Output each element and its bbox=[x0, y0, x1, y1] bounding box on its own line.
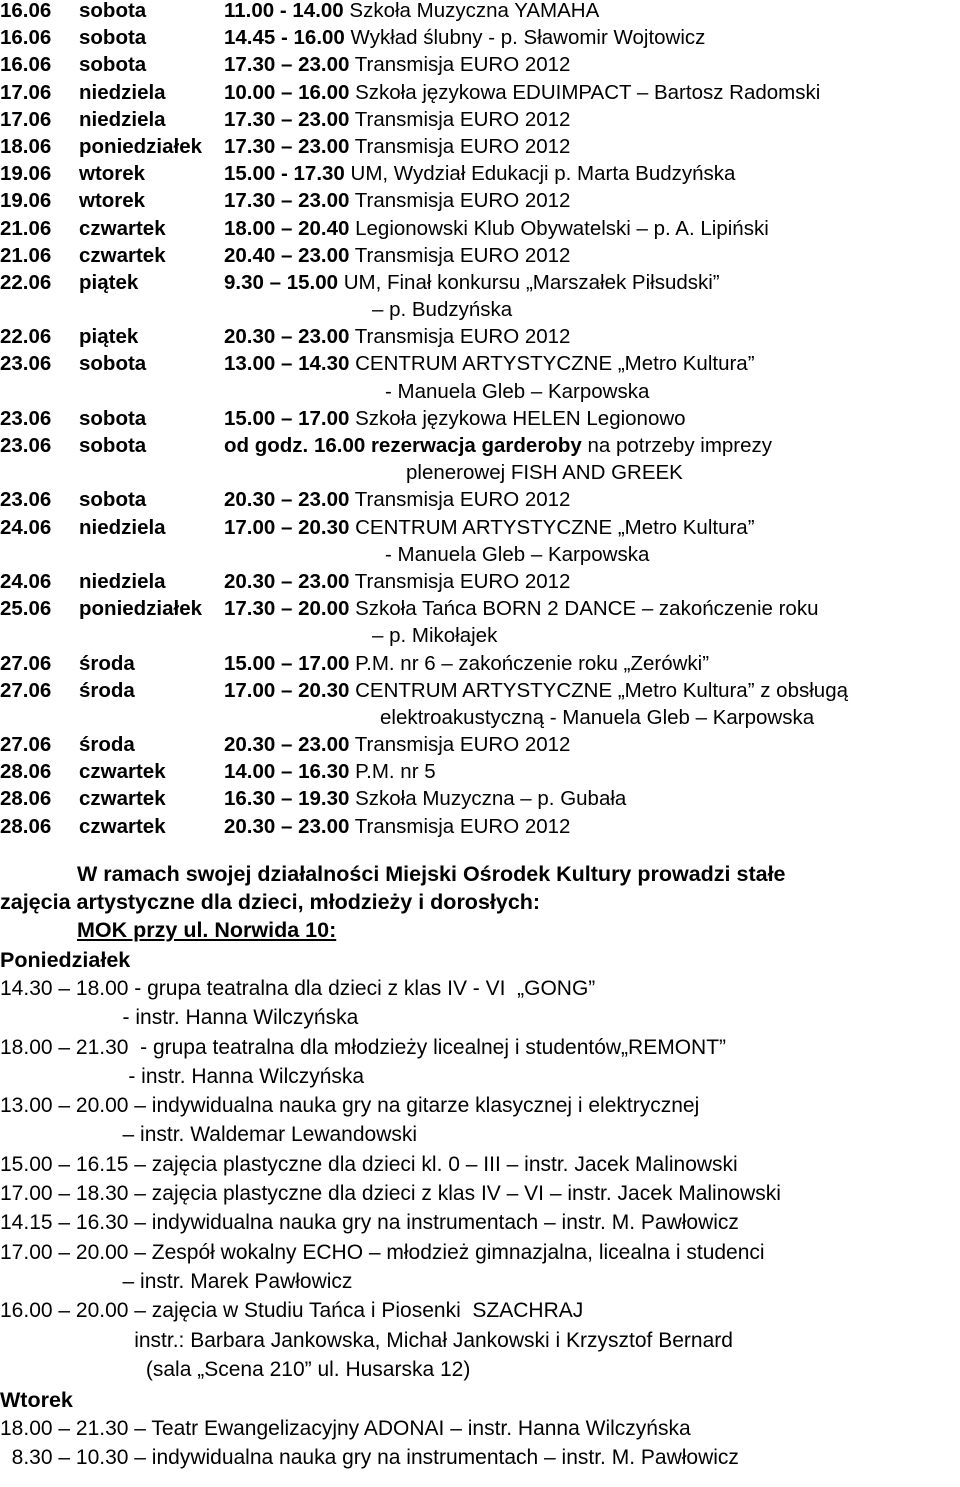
event-date: 21.06 bbox=[0, 216, 52, 240]
schedule-row bbox=[0, 160, 960, 187]
intro-paragraph bbox=[0, 860, 960, 944]
activity-line: 8.30 – 10.30 – indywidualna nauka gry na instrumentach – instr. M. Pawłowicz bbox=[0, 1446, 739, 1470]
schedule-row bbox=[0, 187, 960, 214]
event-date: 28.06 bbox=[0, 787, 52, 811]
activity-line: 18.00 – 21.30 – Teatr Ewangelizacyjny ADONAI – instr. Hanna Wilczyńska bbox=[0, 1417, 691, 1441]
event-weekday: środa bbox=[79, 651, 135, 675]
event-time: 17.00 – 20.30 bbox=[224, 515, 350, 539]
schedule-row-continuation bbox=[0, 296, 960, 323]
schedule-row bbox=[0, 215, 960, 242]
event-time-and-title bbox=[224, 160, 735, 187]
event-weekday: czwartek bbox=[79, 216, 166, 240]
event-date: 16.06 bbox=[0, 0, 52, 22]
event-time: 20.30 – 23.00 bbox=[224, 814, 350, 838]
event-date: 23.06 bbox=[0, 434, 52, 457]
schedule-row bbox=[0, 24, 960, 51]
event-weekday: niedziela bbox=[79, 80, 166, 104]
event-time-and-title bbox=[224, 785, 626, 812]
event-date: 27.06 bbox=[0, 733, 52, 757]
schedule-row bbox=[0, 51, 960, 78]
schedule-row bbox=[0, 595, 960, 622]
event-date: 23.06 bbox=[0, 488, 52, 512]
continuation-text: elektroakustyczną - Manuela Gleb – Karpowska bbox=[380, 705, 815, 729]
activity-line: (sala „Scena 210” ul. Husarska 12) bbox=[0, 1357, 471, 1381]
monday-activities bbox=[0, 974, 960, 1384]
event-date: 18.06 bbox=[0, 134, 52, 158]
event-title: Transmisja EURO 2012 bbox=[354, 733, 571, 757]
schedule-row-continuation bbox=[0, 704, 960, 731]
activity-line: - instr. Hanna Wilczyńska bbox=[0, 1064, 365, 1088]
event-time: 17.30 – 23.00 bbox=[224, 189, 350, 213]
event-time: 17.30 – 20.00 bbox=[224, 597, 350, 621]
event-time: 17.30 – 23.00 bbox=[224, 107, 350, 131]
event-time-and-title bbox=[224, 187, 570, 214]
continuation-text: – p. Mikołajek bbox=[372, 624, 498, 648]
intro-line-1: W ramach swojej działalności Miejski Ośrodek Kultury prowadzi stałe bbox=[77, 862, 786, 886]
event-time: 20.30 – 23.00 bbox=[224, 733, 350, 757]
schedule-row bbox=[0, 731, 960, 758]
activity-line: 17.00 – 18.30 – zajęcia plastyczne dla dzieci z klas IV – VI – instr. Jacek Malinowski bbox=[0, 1182, 781, 1206]
event-weekday: sobota bbox=[79, 352, 147, 376]
event-time-and-title bbox=[224, 350, 755, 377]
event-time-and-title bbox=[224, 514, 755, 541]
event-time: 14.00 – 16.30 bbox=[224, 760, 350, 784]
location-heading: MOK przy ul. Norwida 10: bbox=[77, 918, 337, 942]
event-time-and-title bbox=[224, 215, 769, 242]
event-time: 16.30 – 19.30 bbox=[224, 787, 350, 811]
event-date: 16.06 bbox=[0, 26, 52, 50]
event-time: od godz. 16.00 bbox=[224, 434, 366, 457]
event-time-and-title bbox=[224, 486, 570, 513]
event-time-and-title bbox=[224, 595, 818, 622]
event-title: Legionowski Klub Obywatelski – p. A. Lipiński bbox=[355, 216, 769, 240]
event-time-and-title bbox=[224, 677, 848, 704]
schedule-row bbox=[0, 650, 960, 677]
schedule-row bbox=[0, 514, 960, 541]
event-title: Szkoła Muzyczna YAMAHA bbox=[349, 0, 600, 22]
event-weekday: sobota bbox=[79, 0, 147, 22]
schedule-row bbox=[0, 323, 960, 350]
event-time: 20.40 – 23.00 bbox=[224, 243, 350, 267]
event-title: Transmisja EURO 2012 bbox=[354, 189, 571, 213]
event-time: 20.30 – 23.00 bbox=[224, 569, 350, 593]
event-time: 9.30 – 15.00 bbox=[224, 270, 338, 294]
schedule-row bbox=[0, 758, 960, 785]
event-time: 15.00 – 17.00 bbox=[224, 406, 350, 430]
activity-line: – instr. Waldemar Lewandowski bbox=[0, 1123, 418, 1147]
regular-activities-section bbox=[0, 860, 960, 1473]
event-date: 23.06 bbox=[0, 352, 52, 376]
event-time: 20.30 – 23.00 bbox=[224, 488, 350, 512]
event-time-and-title bbox=[224, 0, 599, 24]
activity-line: 14.30 – 18.00 - grupa teatralna dla dzieci z klas IV - VI „GONG” bbox=[0, 977, 596, 1000]
day-heading-monday: Poniedziałek bbox=[0, 948, 131, 972]
event-weekday: sobota bbox=[79, 434, 147, 457]
event-time: 15.00 – 17.00 bbox=[224, 651, 350, 675]
event-time-and-title bbox=[224, 432, 772, 459]
schedule-row bbox=[0, 405, 960, 432]
event-title: Szkoła językowa HELEN Legionowo bbox=[355, 406, 686, 430]
event-date: 17.06 bbox=[0, 107, 52, 131]
activity-line: 17.00 – 20.00 – Zespół wokalny ECHO – młodzież gimnazjalna, licealna i studenci bbox=[0, 1240, 765, 1264]
event-title: P.M. nr 6 – zakończenie roku „Zerówki” bbox=[355, 651, 710, 675]
event-weekday: czwartek bbox=[79, 787, 166, 811]
event-weekday: sobota bbox=[79, 26, 147, 50]
event-time-and-title bbox=[224, 79, 820, 106]
schedule-row bbox=[0, 568, 960, 595]
event-weekday: niedziela bbox=[79, 515, 166, 539]
event-title: CENTRUM ARTYSTYCZNE „Metro Kultura” bbox=[355, 515, 755, 539]
event-weekday: środa bbox=[79, 733, 135, 757]
event-title-bold: rezerwacja garderoby bbox=[370, 434, 582, 457]
event-weekday: czwartek bbox=[79, 814, 166, 838]
event-weekday: sobota bbox=[79, 53, 147, 77]
event-date: 24.06 bbox=[0, 515, 52, 539]
event-date: 19.06 bbox=[0, 162, 52, 186]
event-date: 16.06 bbox=[0, 53, 52, 77]
event-date: 27.06 bbox=[0, 678, 52, 702]
event-date: 23.06 bbox=[0, 406, 52, 430]
event-title: Transmisja EURO 2012 bbox=[354, 325, 571, 349]
activity-line: 15.00 – 16.15 – zajęcia plastyczne dla dzieci kl. 0 – III – instr. Jacek Malinowski bbox=[0, 1152, 738, 1176]
activity-line: - instr. Hanna Wilczyńska bbox=[0, 1006, 359, 1030]
event-title: Transmisja EURO 2012 bbox=[354, 107, 571, 131]
event-title: Transmisja EURO 2012 bbox=[354, 243, 571, 267]
schedule-row bbox=[0, 350, 960, 377]
continuation-text: - Manuela Gleb – Karpowska bbox=[385, 542, 650, 566]
schedule-row bbox=[0, 813, 960, 840]
event-time: 17.30 – 23.00 bbox=[224, 53, 350, 77]
event-weekday: piątek bbox=[79, 270, 139, 294]
event-weekday: środa bbox=[79, 678, 135, 702]
event-time: 17.30 – 23.00 bbox=[224, 134, 350, 158]
day-heading-tuesday: Wtorek bbox=[0, 1388, 73, 1413]
event-weekday: niedziela bbox=[79, 569, 166, 593]
event-date: 21.06 bbox=[0, 243, 52, 267]
event-time-and-title bbox=[224, 133, 570, 160]
event-title: Szkoła Tańca BORN 2 DANCE – zakończenie roku bbox=[355, 597, 819, 621]
event-time: 18.00 – 20.40 bbox=[224, 216, 350, 240]
event-weekday: piątek bbox=[79, 325, 139, 349]
intro-line-2: zajęcia artystyczne dla dzieci, młodzieży i dorosłych: bbox=[0, 890, 541, 914]
event-time-and-title bbox=[224, 269, 720, 296]
event-time: 17.00 – 20.30 bbox=[224, 678, 350, 702]
event-title: Transmisja EURO 2012 bbox=[354, 814, 571, 838]
event-weekday: czwartek bbox=[79, 760, 166, 784]
event-time-and-title bbox=[224, 323, 570, 350]
schedule-row-continuation bbox=[0, 378, 960, 405]
event-time-and-title bbox=[224, 758, 436, 785]
event-title: Szkoła językowa EDUIMPACT – Bartosz Radomski bbox=[355, 80, 821, 104]
event-weekday: wtorek bbox=[79, 189, 146, 213]
event-time-and-title bbox=[224, 731, 570, 758]
schedule-row-continuation bbox=[0, 541, 960, 568]
event-title: CENTRUM ARTYSTYCZNE „Metro Kultura” z obsługą bbox=[355, 678, 848, 702]
schedule-row bbox=[0, 242, 960, 269]
event-time-and-title bbox=[224, 24, 705, 51]
event-date: 28.06 bbox=[0, 814, 52, 838]
schedule-row bbox=[0, 677, 960, 704]
continuation-text: - Manuela Gleb – Karpowska bbox=[385, 379, 650, 403]
event-title: Wykład ślubny - p. Sławomir Wojtowicz bbox=[350, 26, 706, 50]
event-time-and-title bbox=[224, 51, 570, 78]
event-title: Transmisja EURO 2012 bbox=[354, 53, 571, 77]
event-title: na potrzeby imprezy bbox=[587, 434, 773, 457]
schedule-row bbox=[0, 0, 960, 24]
event-time-and-title bbox=[224, 568, 570, 595]
event-weekday: poniedziałek bbox=[79, 597, 203, 621]
schedule-row-continuation bbox=[0, 622, 960, 649]
activity-line: 18.00 – 21.30 - grupa teatralna dla młodzieży licealnej i studentów„REMONT” bbox=[0, 1035, 727, 1059]
event-date: 25.06 bbox=[0, 597, 52, 621]
event-date: 28.06 bbox=[0, 760, 52, 784]
event-time-and-title bbox=[224, 106, 570, 133]
event-weekday: sobota bbox=[79, 406, 147, 430]
schedule-row-continuation bbox=[0, 459, 960, 486]
continuation-text: – p. Budzyńska bbox=[372, 298, 513, 322]
event-weekday: poniedziałek bbox=[79, 134, 203, 158]
schedule-row bbox=[0, 79, 960, 106]
event-weekday: sobota bbox=[79, 488, 147, 512]
event-date: 17.06 bbox=[0, 80, 52, 104]
event-title: CENTRUM ARTYSTYCZNE „Metro Kultura” bbox=[355, 352, 755, 376]
event-time-and-title bbox=[224, 242, 570, 269]
event-title: Szkoła Muzyczna – p. Gubała bbox=[355, 787, 627, 811]
event-date: 24.06 bbox=[0, 569, 52, 593]
event-date: 27.06 bbox=[0, 651, 52, 675]
event-weekday: czwartek bbox=[79, 243, 166, 267]
event-time: 11.00 - 14.00 bbox=[224, 0, 344, 22]
event-date: 19.06 bbox=[0, 189, 52, 213]
activity-line: – instr. Marek Pawłowicz bbox=[0, 1269, 353, 1293]
activity-line: 16.00 – 20.00 – zajęcia w Studiu Tańca i Piosenki SZACHRAJ bbox=[0, 1299, 584, 1323]
schedule-row bbox=[0, 432, 960, 459]
continuation-text: plenerowej FISH AND GREEK bbox=[406, 461, 683, 485]
event-time-and-title bbox=[224, 650, 709, 677]
schedule-row bbox=[0, 486, 960, 513]
event-date: 22.06 bbox=[0, 270, 52, 294]
event-title: UM, Wydział Edukacji p. Marta Budzyńska bbox=[350, 162, 736, 186]
schedule-row bbox=[0, 269, 960, 296]
schedule-row bbox=[0, 133, 960, 160]
event-title: Transmisja EURO 2012 bbox=[354, 134, 571, 158]
event-time-and-title bbox=[224, 813, 570, 840]
event-time: 14.45 - 16.00 bbox=[224, 26, 345, 50]
event-time: 13.00 – 14.30 bbox=[224, 352, 350, 376]
activity-line: instr.: Barbara Jankowska, Michał Jankowski i Krzysztof Bernard bbox=[0, 1328, 733, 1352]
event-title: Transmisja EURO 2012 bbox=[354, 488, 571, 512]
event-weekday: niedziela bbox=[79, 107, 166, 131]
activity-line: 13.00 – 20.00 – indywidualna nauka gry na gitarze klasycznej i elektrycznej bbox=[0, 1094, 700, 1118]
event-title: Transmisja EURO 2012 bbox=[354, 569, 571, 593]
schedule-row bbox=[0, 785, 960, 812]
tuesday-activities bbox=[0, 1414, 960, 1473]
event-time: 15.00 - 17.30 bbox=[224, 162, 345, 186]
event-time-and-title bbox=[224, 405, 686, 432]
event-title: UM, Finał konkursu „Marszałek Piłsudski” bbox=[343, 270, 720, 294]
event-date: 22.06 bbox=[0, 325, 52, 349]
schedule-row bbox=[0, 106, 960, 133]
event-weekday: wtorek bbox=[79, 162, 146, 186]
event-time: 20.30 – 23.00 bbox=[224, 325, 350, 349]
event-time: 10.00 – 16.00 bbox=[224, 80, 350, 104]
activity-line: 14.15 – 16.30 – indywidualna nauka gry na instrumentach – instr. M. Pawłowicz bbox=[0, 1211, 739, 1235]
event-title: P.M. nr 5 bbox=[355, 760, 436, 784]
